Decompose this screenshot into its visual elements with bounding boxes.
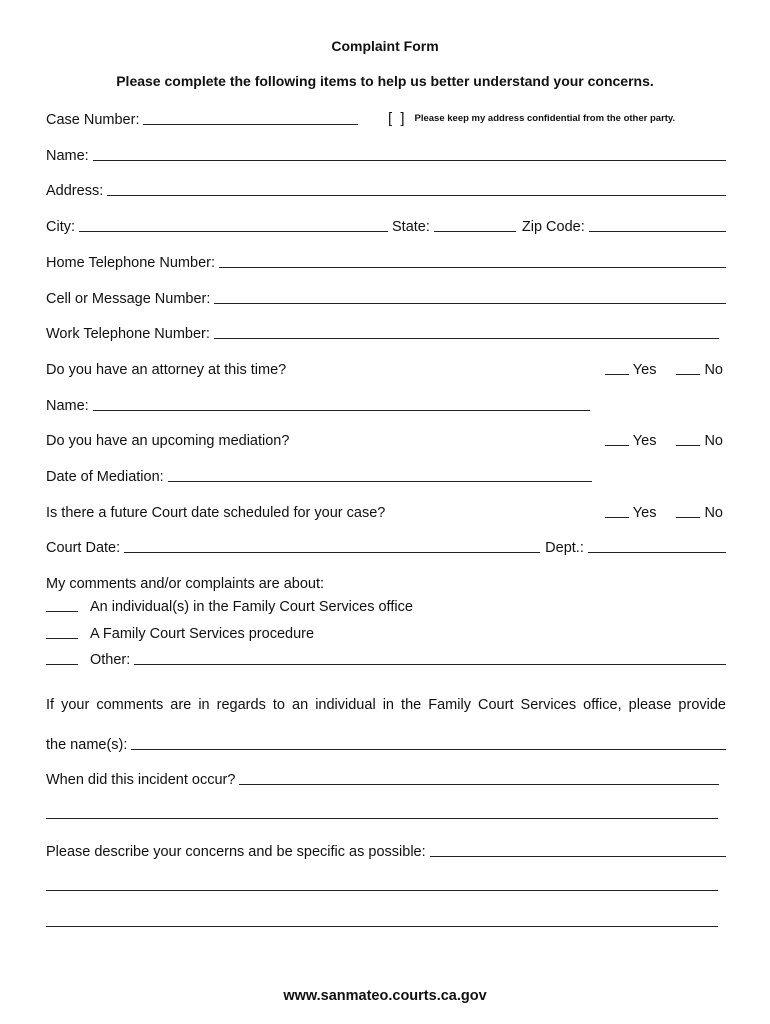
confidential-option (388, 110, 675, 127)
address-row (46, 179, 726, 199)
case-number-field[interactable] (143, 124, 358, 125)
work-phone-row (46, 322, 719, 342)
attorney-yes-no (605, 362, 726, 378)
mediation-question-row (46, 429, 726, 449)
court-date-row (46, 536, 726, 556)
home-phone-label: Home Telephone Number: (46, 255, 215, 271)
incident-field[interactable] (239, 784, 719, 785)
state-field[interactable] (434, 231, 516, 232)
court-yes-label: Yes (632, 505, 657, 521)
describe-line-2[interactable] (46, 890, 718, 891)
cell-row (46, 287, 726, 307)
name-row (46, 144, 726, 164)
court-no-blank[interactable] (676, 517, 700, 518)
confidential-checkbox[interactable]: [ ] (388, 110, 407, 127)
mediation-yes-label: Yes (632, 433, 657, 449)
describe-field[interactable] (430, 856, 726, 857)
dept-label: Dept.: (545, 540, 584, 556)
option-other-label: Other: (90, 652, 131, 668)
address-field[interactable] (107, 195, 726, 196)
court-yes-no (605, 505, 726, 521)
incident-row (46, 768, 719, 788)
attorney-no-label: No (704, 362, 723, 378)
option-other-field[interactable] (134, 664, 726, 665)
describe-line-3[interactable] (46, 926, 718, 927)
mediation-no-label: No (704, 433, 723, 449)
city-field[interactable] (79, 231, 388, 232)
attorney-question-row (46, 358, 726, 378)
cell-field[interactable] (214, 303, 726, 304)
option-individual-label: An individual(s) in the Family Court Services office (90, 599, 413, 615)
attorney-name-field[interactable] (93, 410, 590, 411)
mediation-no-blank[interactable] (676, 445, 700, 446)
confidential-text: Please keep my address confidential from the other party. (414, 113, 676, 124)
city-label: City: (46, 219, 75, 235)
footer-url: www.sanmateo.courts.ca.gov (283, 988, 487, 1004)
zip-label: Zip Code: (521, 219, 585, 235)
dept-field[interactable] (588, 552, 726, 553)
option-other-row (46, 652, 726, 668)
describe-label: Please describe your concerns and be specific as possible: (46, 844, 426, 860)
names-label: the name(s): (46, 737, 128, 753)
home-phone-field[interactable] (219, 267, 726, 268)
work-phone-label: Work Telephone Number: (46, 326, 210, 342)
work-phone-field[interactable] (214, 338, 719, 339)
describe-row (46, 840, 726, 860)
option-procedure-label: A Family Court Services procedure (90, 626, 315, 642)
attorney-yes-blank[interactable] (605, 374, 629, 375)
mediation-date-field[interactable] (168, 481, 592, 482)
mediation-yes-blank[interactable] (605, 445, 629, 446)
state-label: State: (392, 219, 430, 235)
city-state-zip-row (46, 215, 726, 235)
court-no-label: No (704, 505, 723, 521)
court-question: Is there a future Court date scheduled for your case? (46, 505, 386, 521)
attorney-yes-label: Yes (632, 362, 657, 378)
option-procedure-blank[interactable] (46, 638, 78, 639)
option-individual-blank[interactable] (46, 611, 78, 612)
comments-heading-row (46, 572, 726, 592)
names-row (46, 733, 726, 753)
attorney-question: Do you have an attorney at this time? (46, 362, 287, 378)
mediation-yes-no (605, 433, 726, 449)
court-yes-blank[interactable] (605, 517, 629, 518)
form-subtitle: Please complete the following items to help us better understand your concerns. (116, 73, 654, 89)
court-date-label: Court Date: (46, 540, 121, 556)
attorney-no-blank[interactable] (676, 374, 700, 375)
case-number-row (46, 108, 358, 128)
address-label: Address: (46, 183, 104, 199)
option-other-blank[interactable] (46, 664, 78, 665)
form-title: Complaint Form (331, 38, 439, 54)
court-question-row (46, 501, 726, 521)
incident-label: When did this incident occur? (46, 772, 236, 788)
mediation-date-label: Date of Mediation: (46, 469, 164, 485)
case-number-label: Case Number: (46, 112, 140, 128)
zip-field[interactable] (589, 231, 726, 232)
cell-label: Cell or Message Number: (46, 291, 211, 307)
incident-extra-line[interactable] (46, 818, 718, 819)
individual-paragraph: If your comments are in regards to an individual in the Family Court Services office, please provide (46, 697, 726, 713)
mediation-date-row (46, 465, 592, 485)
names-field[interactable] (131, 749, 726, 750)
home-phone-row (46, 251, 726, 271)
comments-heading: My comments and/or complaints are about: (46, 576, 325, 592)
court-date-field[interactable] (124, 552, 540, 553)
option-individual-row (46, 599, 726, 615)
option-procedure-row (46, 626, 726, 642)
name-label: Name: (46, 148, 89, 164)
attorney-name-row (46, 394, 590, 414)
mediation-question: Do you have an upcoming mediation? (46, 433, 290, 449)
attorney-name-label: Name: (46, 398, 89, 414)
name-field[interactable] (93, 160, 726, 161)
